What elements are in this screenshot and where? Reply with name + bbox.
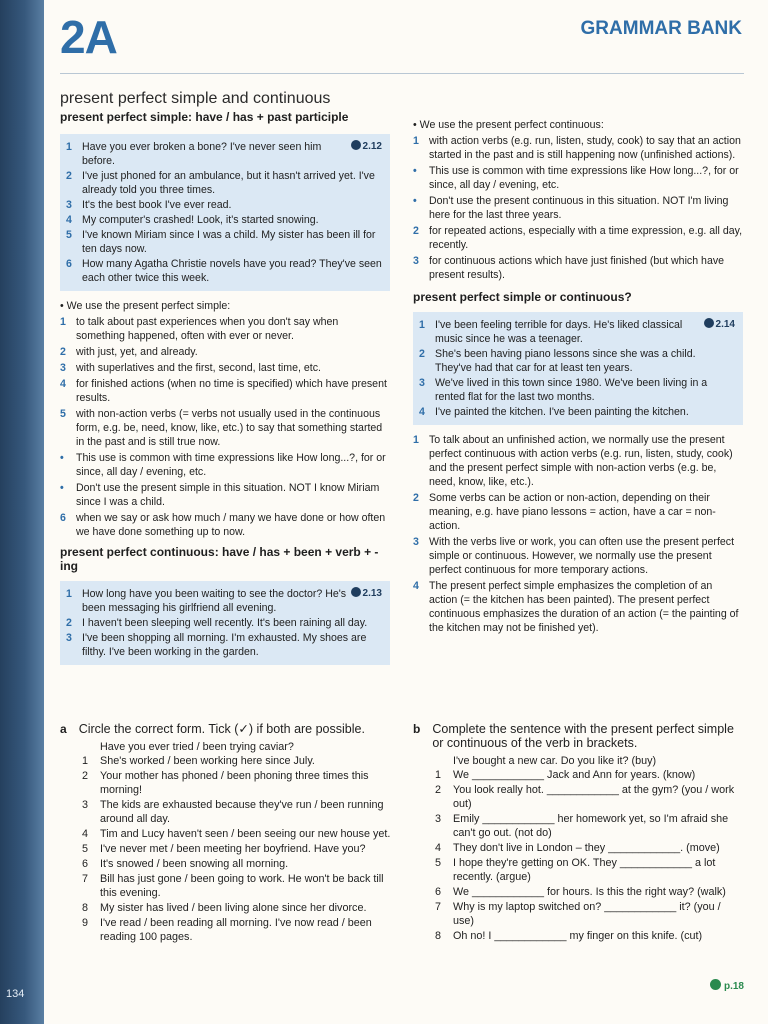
- list-item: [66, 616, 382, 630]
- item-number: 2: [60, 346, 66, 358]
- list-item: [435, 929, 743, 943]
- item-number: •: [413, 165, 417, 177]
- list-item: [419, 318, 704, 346]
- item-number: 2: [435, 784, 442, 796]
- item-text: with superlatives and the first, second, last time, etc.: [76, 362, 321, 374]
- item-number: 3: [66, 632, 72, 644]
- item-text: Bill has just gone / been going to work. He won't be back till this evening.: [100, 873, 384, 899]
- item-text: for finished actions (when no time is specified) which have present results.: [76, 378, 387, 404]
- item-number: 3: [419, 377, 425, 389]
- item-text: Have you ever broken a bone? I've never seen him before.: [82, 141, 322, 167]
- list-item: [82, 842, 395, 856]
- list-item: [82, 827, 395, 841]
- item-number: 2: [82, 770, 89, 782]
- list-item: [413, 164, 743, 192]
- item-number: 2: [66, 617, 72, 629]
- item-number: 6: [435, 886, 442, 898]
- exercise-instruction: Complete the sentence with the present perfect simple or continuous of the verb in brackets.: [432, 722, 734, 750]
- list-item: [66, 213, 382, 227]
- list-item: [60, 451, 390, 479]
- example-list: [66, 140, 382, 285]
- item-text: I hope they're getting on OK. They ____________ a lot recently. (argue): [453, 857, 716, 883]
- list-item: [60, 481, 390, 509]
- rules-list: [413, 134, 743, 282]
- item-text: Don't use the present simple in this situation. NOT I know Miriam since I was a child.: [76, 482, 380, 508]
- item-text: I've painted the kitchen. I've been painting the kitchen.: [435, 406, 689, 418]
- item-text: It's snowed / been snowing all morning.: [100, 858, 289, 870]
- item-number: 2: [419, 348, 425, 360]
- list-item: [435, 841, 743, 855]
- list-item: [60, 345, 390, 359]
- item-number: 6: [82, 858, 89, 870]
- item-text: I haven't been sleeping well recently. It's been raining all day.: [82, 617, 368, 629]
- item-text: I've just phoned for an ambulance, but it hasn't arrived yet. I've already told you three times.: [82, 170, 375, 196]
- list-item: [82, 769, 395, 797]
- list-item: [435, 885, 743, 899]
- item-number: 7: [435, 901, 442, 913]
- list-item: [413, 224, 743, 252]
- list-item: [435, 783, 743, 811]
- unit-label: 2A: [60, 11, 117, 63]
- item-text: How long have you been waiting to see the doctor? He's been messaging his girlfriend all evening.: [82, 588, 347, 614]
- item-number: 1: [413, 434, 419, 446]
- example-box-compare: [413, 312, 743, 425]
- item-number: 4: [82, 828, 89, 840]
- header-divider: [60, 73, 744, 74]
- list-item: [66, 169, 382, 197]
- list-item: [82, 901, 395, 915]
- item-number: 1: [60, 316, 66, 328]
- item-text: How many Agatha Christie novels have you read? They've seen each other twice this week.: [82, 258, 382, 284]
- list-item: [82, 857, 395, 871]
- item-text: My sister has lived / been living alone since her divorce.: [100, 902, 367, 914]
- item-number: •: [60, 452, 64, 464]
- list-item: [82, 916, 395, 944]
- list-item: [413, 254, 743, 282]
- list-item: [419, 347, 735, 375]
- list-item: [82, 872, 395, 900]
- list-item: [435, 856, 743, 884]
- item-text: You look really hot. ____________ at the gym? (you / work out): [453, 784, 735, 810]
- list-item: [435, 812, 743, 840]
- item-number: 5: [66, 229, 72, 241]
- item-text: Your mother has phoned / been phoning three times this morning!: [100, 770, 369, 796]
- item-number: 8: [435, 930, 442, 942]
- list-item: [66, 257, 382, 285]
- item-number: 3: [60, 362, 66, 374]
- arrow-icon: [710, 979, 721, 990]
- item-text: To talk about an unfinished action, we normally use the present perfect continuous with action verbs (e.g. run, listen, study, cook) and the present perfect simple with non-action verbs (e.g. be, need, know, like, etc.).: [429, 434, 733, 488]
- audio-badge[interactable]: 2.12: [351, 140, 382, 154]
- item-number: 1: [66, 141, 72, 153]
- item-number: 4: [435, 842, 442, 854]
- item-text: when we say or ask how much / many we have done or how often we have done something up to now.: [76, 512, 386, 538]
- notes-list: [413, 433, 743, 635]
- section-title: GRAMMAR BANK: [580, 18, 742, 39]
- item-number: 1: [435, 769, 442, 781]
- item-number: 9: [82, 917, 89, 929]
- example-box-simple: [60, 134, 390, 291]
- item-text: I've been shopping all morning. I'm exhausted. My shoes are filthy. I've been working in the garden.: [82, 632, 367, 658]
- audio-icon: [351, 140, 361, 150]
- exercise-a: [60, 722, 395, 945]
- item-text: to talk about past experiences when you don't say when something happened, often with ever or never.: [76, 316, 339, 342]
- list-item: [413, 579, 743, 635]
- item-number: 6: [66, 258, 72, 270]
- exercise-sample: I've bought a new car. Do you like it? (buy): [453, 755, 657, 767]
- list-item: [66, 198, 382, 212]
- item-number: 2: [413, 492, 419, 504]
- list-item: [66, 140, 351, 168]
- list-item: [435, 768, 743, 782]
- item-number: 2: [66, 170, 72, 182]
- item-number: 6: [60, 512, 66, 524]
- list-item: [82, 754, 395, 768]
- item-text: With the verbs live or work, you can often use the present perfect simple or continuous. However, we normally use the present perfect continuous for more temporary actions.: [429, 536, 735, 576]
- list-item: [413, 134, 743, 162]
- item-number: 5: [435, 857, 442, 869]
- item-text: She's worked / been working here since July.: [100, 755, 315, 767]
- list-item: [60, 407, 390, 449]
- exercise-sample: Have you ever tried / been trying caviar?: [100, 741, 294, 753]
- right-column: [413, 118, 743, 637]
- item-text: We ____________ for hours. Is this the right way? (walk): [453, 886, 726, 898]
- item-number: 1: [419, 319, 425, 331]
- exercise-letter: a: [60, 722, 67, 736]
- item-text: They don't live in London – they ____________. (move): [453, 842, 720, 854]
- exercise-letter: b: [413, 722, 421, 736]
- subheading-compare: present perfect simple or continuous?: [413, 290, 632, 304]
- list-item: [66, 631, 382, 659]
- item-text: for repeated actions, especially with a time expression, e.g. all day, recently.: [429, 225, 743, 251]
- item-number: 1: [66, 588, 72, 600]
- item-text: The present perfect simple emphasizes the completion of an action (= the kitchen has been painted). The present perfect continuous emphasizes the duration of an action (= the painting of the kitchen may not be finished yet).: [429, 580, 739, 634]
- list-item: [419, 376, 735, 404]
- item-number: 5: [60, 408, 66, 420]
- item-text: This use is common with time expressions like How long...?, for or since, all day / evening, etc.: [429, 165, 739, 191]
- item-number: 4: [413, 580, 419, 592]
- page-number: 134: [6, 988, 25, 1000]
- item-text: Tim and Lucy haven't seen / been seeing our new house yet.: [100, 828, 391, 840]
- item-number: 2: [413, 225, 419, 237]
- list-item: [66, 228, 382, 256]
- item-number: 4: [419, 406, 425, 418]
- exercise-items: [60, 754, 395, 944]
- list-item: [413, 433, 743, 489]
- list-item: [413, 491, 743, 533]
- item-text: Why is my laptop switched on? ____________ it? (you / use): [453, 901, 721, 927]
- item-text: My computer's crashed! Look, it's started snowing.: [82, 214, 319, 226]
- item-text: This use is common with time expressions like How long...?, for or since, all day / evening, etc.: [76, 452, 386, 478]
- item-number: 3: [82, 799, 89, 811]
- example-list: [66, 587, 382, 659]
- page-title: present perfect simple and continuous: [60, 90, 331, 107]
- item-number: 8: [82, 902, 89, 914]
- list-item: [413, 194, 743, 222]
- rules-intro: • We use the present perfect simple:: [60, 300, 231, 312]
- page-sidebar: [0, 0, 44, 1024]
- item-text: It's the best book I've ever read.: [82, 199, 232, 211]
- rules-list: [60, 315, 390, 539]
- audio-icon: [704, 318, 714, 328]
- item-text: I've known Miriam since I was a child. My sister has been ill for ten days now.: [82, 229, 376, 255]
- audio-badge[interactable]: 2.13: [351, 587, 382, 601]
- list-item: [66, 587, 351, 615]
- item-number: •: [413, 195, 417, 207]
- item-text: with just, yet, and already.: [76, 346, 198, 358]
- item-text: Some verbs can be action or non-action, depending on their meaning, e.g. have piano lessons = action, have a car = non-action.: [429, 492, 716, 532]
- exercise-b: [413, 722, 743, 944]
- item-number: 3: [413, 255, 419, 267]
- item-text: We've lived in this town since 1980. We've been living in a rented flat for the last two months.: [435, 377, 708, 403]
- item-text: for continuous actions which have just finished (but which have present results).: [429, 255, 725, 281]
- example-list: [419, 318, 735, 419]
- item-number: •: [60, 482, 64, 494]
- item-number: 7: [82, 873, 89, 885]
- item-text: I've never met / been meeting her boyfriend. Have you?: [100, 843, 366, 855]
- list-item: [60, 377, 390, 405]
- list-item: [435, 900, 743, 928]
- list-item: [60, 315, 390, 343]
- list-item: [413, 535, 743, 577]
- item-number: 1: [82, 755, 89, 767]
- item-text: We ____________ Jack and Ann for years. (know): [453, 769, 696, 781]
- subheading-continuous: present perfect continuous: have / has + been + verb + -ing: [60, 545, 379, 573]
- item-number: 3: [435, 813, 442, 825]
- list-item: [419, 405, 735, 419]
- list-item: [60, 511, 390, 539]
- left-column: [60, 92, 390, 673]
- item-number: 5: [82, 843, 89, 855]
- item-text: Oh no! I ____________ my finger on this knife. (cut): [453, 930, 703, 942]
- audio-badge[interactable]: 2.14: [704, 318, 735, 332]
- page-link[interactable]: p.18: [710, 979, 744, 992]
- audio-icon: [351, 587, 361, 597]
- subheading-simple: present perfect simple: have / has + past participle: [60, 110, 349, 124]
- item-text: She's been having piano lessons since she was a child. They've had that car for at least ten years.: [435, 348, 696, 374]
- item-text: Emily ____________ her homework yet, so I'm afraid she can't go out. (not do): [453, 813, 729, 839]
- item-number: 4: [66, 214, 72, 226]
- item-number: 3: [413, 536, 419, 548]
- item-number: 3: [66, 199, 72, 211]
- item-text: I've read / been reading all morning. I've now read / been reading 100 pages.: [100, 917, 372, 943]
- item-number: 4: [60, 378, 66, 390]
- item-text: Don't use the present continuous in this situation. NOT I'm living here for the last three years.: [429, 195, 729, 221]
- item-number: 1: [413, 135, 419, 147]
- exercise-items: [413, 768, 743, 943]
- exercise-instruction: Circle the correct form. Tick (✓) if both are possible.: [78, 722, 365, 736]
- item-text: The kids are exhausted because they've run / been running around all day.: [100, 799, 384, 825]
- example-box-continuous: [60, 581, 390, 665]
- item-text: with non-action verbs (= verbs not usually used in the continuous form, e.g. be, need, know, like, etc.) to say that something started in the past and is still true now.: [76, 408, 383, 448]
- item-text: I've been feeling terrible for days. He's liked classical music since he was a teenager.: [435, 319, 683, 345]
- list-item: [60, 361, 390, 375]
- list-item: [82, 798, 395, 826]
- rules-intro: • We use the present perfect continuous:: [413, 119, 604, 131]
- item-text: with action verbs (e.g. run, listen, study, cook) to say that an action started in the past and is still happening now (unfinished actions).: [429, 135, 741, 161]
